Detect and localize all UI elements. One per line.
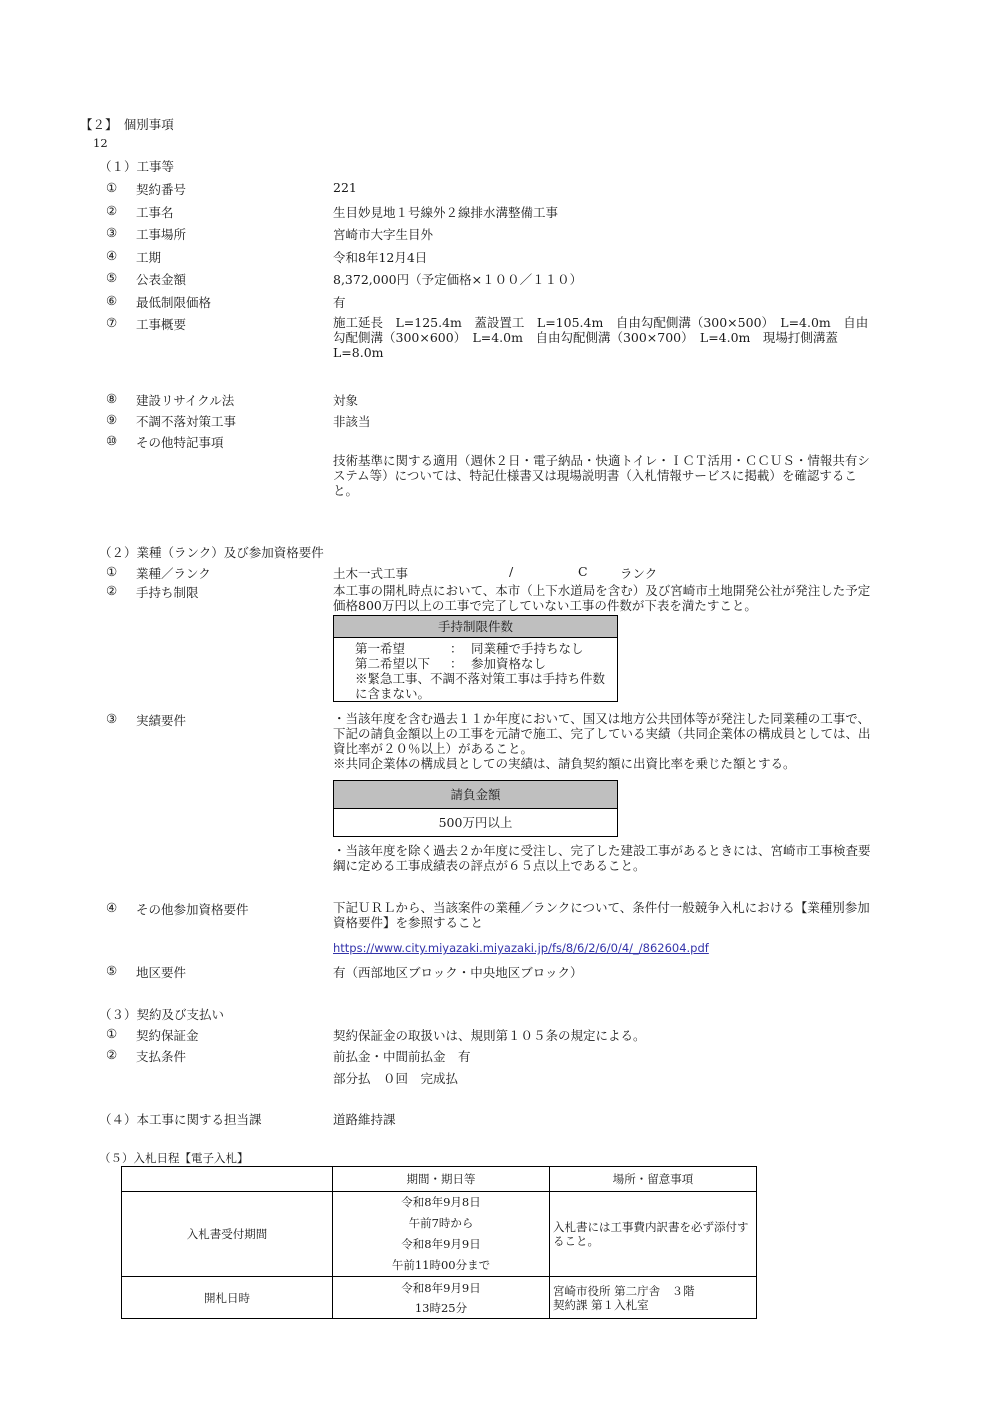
row-text: ・当該年度を含む過去１１か年度において、国又は地方公共団体等が発注した同業種の工事で、下記の請負金額以上の工事を元請で施工、完了している実績（共同企業体の構成員としては、出資比率が２０％以上）があること。 (333, 711, 871, 756)
row-num: ② (106, 1047, 118, 1062)
row-label: 工期 (136, 250, 162, 265)
row-num: ② (106, 203, 118, 218)
period-line: 令和8年9月9日 (401, 1237, 481, 1251)
place-line: 宮崎市役所 第二庁舎 ３階 (553, 1283, 695, 1298)
row-text: 下記ＵＲＬから、当該案件の業種／ランクについて、条件付一般競争入札における【業種別参加資格要件】を参照すること (333, 900, 870, 930)
row-label: その他参加資格要件 (136, 902, 249, 917)
row-num: ⑦ (106, 315, 118, 330)
limit-line-2-value: 参加資格なし (471, 656, 547, 671)
header-period: 期間・期日等 (333, 1167, 550, 1192)
box-title: 手持制限件数 (334, 616, 617, 638)
limit-line-1-sep: ： (450, 641, 463, 656)
row-num: ⑤ (106, 270, 118, 285)
row-label: 手持ち制限 (136, 585, 199, 600)
box-title: 請負金額 (334, 781, 617, 809)
row-note: ※共同企業体の構成員としての実績は、請負契約額に出資比率を乗じた額とする。 (333, 756, 796, 771)
row-num: ④ (106, 900, 118, 915)
row-label: 契約番号 (136, 182, 187, 197)
row-num: ③ (106, 711, 118, 726)
row-value: 令和8年12月4日 (333, 250, 428, 265)
holding-limit-box (333, 615, 618, 702)
section-5-title: （５）入札日程【電子入札】 (99, 1151, 249, 1165)
row-num: ② (106, 583, 118, 598)
row-value: 221 (333, 180, 357, 195)
requirements-url-link[interactable]: https://www.city.miyazaki.miyazaki.jp/fs/8/6/2/6/0/4/_/862604.pdf (333, 941, 709, 955)
bid-schedule-table (121, 1166, 757, 1319)
opening-place (550, 1277, 757, 1319)
section-1-title: （１）工事等 (99, 159, 175, 174)
limit-line-2-label: 第二希望以下 (355, 656, 431, 671)
row-label: 最低制限価格 (136, 295, 212, 310)
limit-line-1-label: 第一希望 (355, 641, 406, 656)
box-value: 500万円以上 (438, 815, 513, 830)
row-label: 公表金額 (136, 272, 187, 287)
limit-note: ※緊急工事、不調不落対策工事は手持ち件数に含まない。 (355, 671, 606, 701)
row-num: ⑩ (106, 433, 118, 448)
row-num: ① (106, 180, 118, 195)
row-num: ⑨ (106, 412, 118, 427)
header-place: 場所・留意事項 (550, 1167, 757, 1192)
row-num: ⑧ (106, 391, 118, 406)
row-num: ⑥ (106, 293, 118, 308)
slash: / (509, 564, 514, 579)
row-value: 8,372,000円（予定価格×１００／１１０） (333, 272, 583, 287)
payment-line-2: 部分払 ０回 完成払 (333, 1071, 459, 1086)
period-line: 令和8年9月9日 (401, 1280, 481, 1295)
section-2-title: （２）業種（ランク）及び参加資格要件 (99, 545, 324, 560)
place-line: 契約課 第１入札室 (553, 1297, 649, 1312)
table-row (122, 1192, 757, 1277)
row-label-bid-acceptance: 入札書受付期間 (122, 1192, 333, 1277)
row-value: 技術基準に関する適用（週休２日・電子納品・快適トイレ・ＩＣＴ活用・ＣＣＵＳ・情報共有システム等）については、特記仕様書又は現場説明書（入札情報サービスに掲載）を確認すること。 (333, 453, 870, 498)
row-label: その他特記事項 (136, 435, 224, 450)
row-label: 地区要件 (136, 965, 187, 980)
row-num: ① (106, 564, 118, 579)
opening-datetime (333, 1277, 550, 1319)
row-value: 対象 (333, 393, 359, 408)
row-label: 不調不落対策工事 (136, 414, 237, 429)
row-num: ④ (106, 248, 118, 263)
row-value: 生目妙見地１号線外２線排水溝整備工事 (333, 205, 559, 220)
table-row (122, 1277, 757, 1319)
industry-value: 土木一式工事 (333, 566, 409, 581)
row-value: 有 (333, 295, 346, 310)
table-header-row (122, 1167, 757, 1192)
row-label: 業種／ランク (136, 566, 211, 581)
row-label: 支払条件 (136, 1049, 187, 1064)
row-text-2: ・当該年度を除く過去２か年度に受注し、完了した建設工事があるときには、宮崎市工事検査要綱に定める工事成績表の評点が６５点以上であること。 (333, 843, 871, 873)
period-line: 午前11時00分まで (391, 1258, 491, 1272)
limit-line-1-value: 同業種で手持ちなし (471, 641, 584, 656)
row-value: 有（西部地区ブロック・中央地区ブロック） (333, 965, 583, 980)
period-line: 令和8年9月8日 (401, 1195, 481, 1209)
period-line: 13時25分 (414, 1300, 468, 1315)
row-label: 工事名 (136, 205, 174, 220)
row-num: ⑤ (106, 963, 118, 978)
header-corner-cell (122, 1167, 333, 1192)
period-line: 午前7時から (408, 1216, 474, 1230)
department-value: 道路維持課 (333, 1112, 396, 1127)
row-label: 工事場所 (136, 227, 187, 242)
item-number: 12 (93, 136, 108, 150)
row-num: ③ (106, 225, 118, 240)
row-value: 宮崎市大字生目外 (333, 227, 434, 242)
row-text: 本工事の開札時点において、本市（上下水道局を含む）及び宮崎市土地開発公社が発注した予定価格800万円以上の工事で完了していない工事の件数が下表を満たすこと。 (333, 583, 871, 613)
rank-value: C (578, 564, 588, 579)
section-3-title: （３）契約及び支払い (99, 1007, 225, 1022)
limit-line-2-sep: ： (450, 656, 463, 671)
payment-line-1: 前払金・中間前払金 有 (333, 1049, 471, 1064)
bid-acceptance-period (333, 1192, 550, 1277)
row-label: 工事概要 (136, 317, 187, 332)
row-value: 施工延長 L=125.4m 蓋設置工 L=105.4m 自由勾配側溝（300×500） L=4.0m 自由勾配側溝（300×600） L=4.0m 自由勾配側溝（300×700） L=4.0m 現場打側溝蓋 L=8.0m (333, 315, 869, 360)
section-4-title: （４）本工事に関する担当課 (99, 1112, 262, 1127)
row-num: ① (106, 1026, 118, 1041)
row-value: 非該当 (333, 414, 371, 429)
bid-acceptance-note: 入札書には工事費内訳書を必ず添付すること。 (550, 1192, 757, 1277)
row-value: 契約保証金の取扱いは、規則第１０５条の規定による。 (333, 1028, 646, 1043)
rank-suffix: ランク (620, 566, 658, 581)
row-label: 実績要件 (136, 713, 187, 728)
row-label-opening: 開札日時 (122, 1277, 333, 1319)
row-label: 契約保証金 (136, 1028, 199, 1043)
section-heading: 【２】 個別事項 (80, 117, 174, 132)
row-label: 建設リサイクル法 (136, 393, 235, 408)
contract-amount-box (333, 780, 618, 837)
